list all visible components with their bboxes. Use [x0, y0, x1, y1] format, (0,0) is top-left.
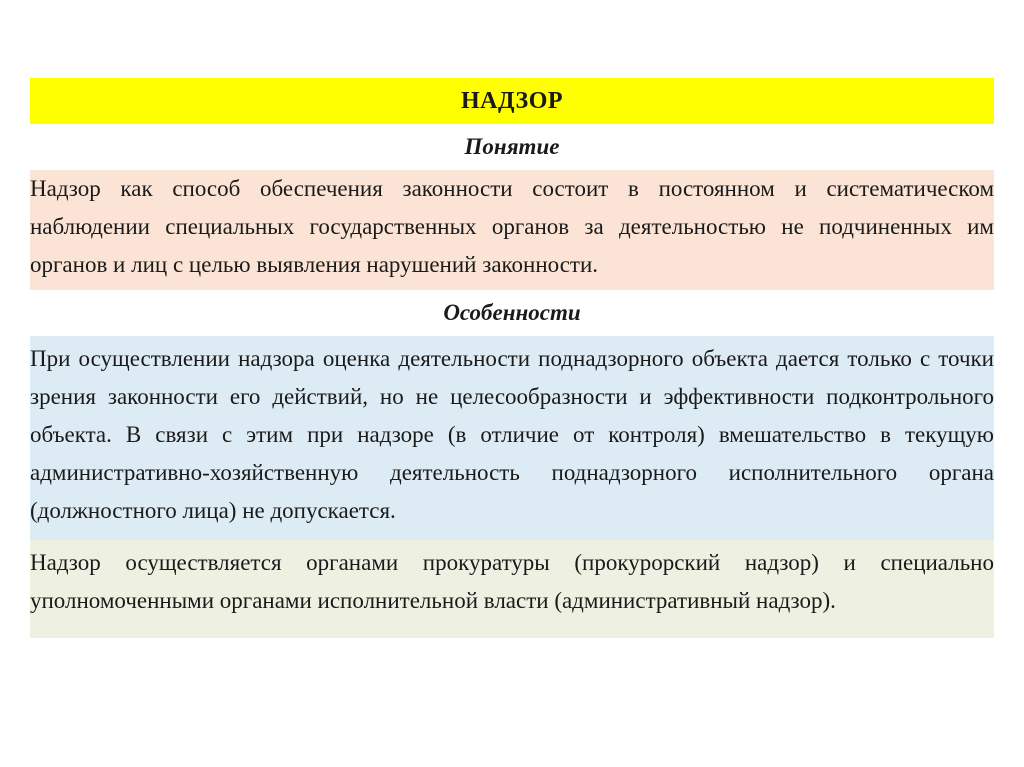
table-title: НАДЗОР	[460, 87, 564, 114]
concept-definition: Надзор как способ обеспечения законности состоит в постоянном и систематическом наблюдении специальных государственных органов за деятельностью не подчиненных им органов и лиц с целью выявления нарушений законности.	[30, 170, 994, 290]
supervision-table	[30, 78, 994, 638]
table-title-row	[30, 78, 994, 124]
features-description: При осуществлении надзора оценка деятельности поднадзорного объекта дается только с точки зрения законности его действий, но не целесообразности и эффективности подконтрольного объекта. В связи с этим при надзоре (в отличие от контроля) вмешательство в текущую административно-хозяйственную деятельность поднадзорного исполнительного органа (должностного лица) не допускается.	[30, 336, 994, 540]
supervising-bodies-description: Надзор осуществляется органами прокуратуры (прокурорский надзор) и специально уполномоченными органами исполнительной власти (административный надзор).	[30, 540, 994, 638]
features-heading: Особенности	[443, 300, 581, 325]
features-heading-row	[30, 290, 994, 336]
concept-heading-row	[30, 124, 994, 170]
concept-heading: Понятие	[464, 134, 560, 159]
